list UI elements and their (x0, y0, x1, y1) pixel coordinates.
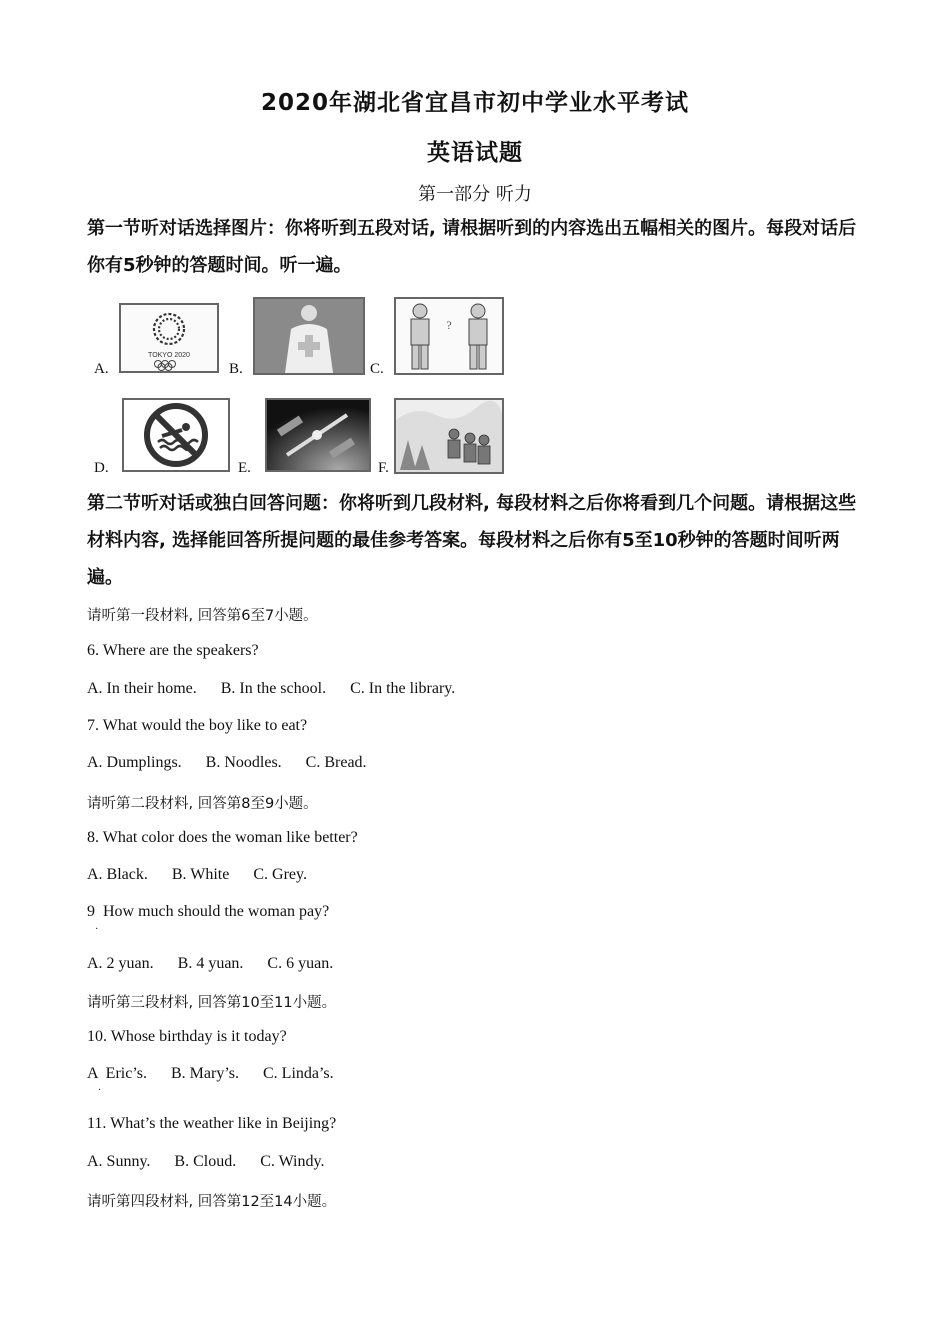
option-label-f: F. (378, 460, 389, 476)
question-8-options: A. Black. B. White C. Grey. (87, 866, 307, 883)
material-4-note: 请听第四段材料, 回答第12至14小题。 (87, 1194, 337, 1210)
part-heading: 第一部分 听力 (418, 184, 532, 205)
tokyo-2020-olympic-logo-icon (119, 303, 219, 373)
option-label-a: A. (94, 361, 109, 377)
tokyo-caption: TOKYO 2020 (148, 352, 190, 359)
question-11-options: A. Sunny. B. Cloud. C. Windy. (87, 1153, 325, 1170)
two-volunteers-icon (394, 297, 504, 375)
question-10-options: A Eric’s. B. Mary’s. C. Linda’s. (87, 1065, 334, 1082)
question-9-options: A. 2 yuan. B. 4 yuan. C. 6 yuan. (87, 955, 334, 972)
option-label-c: C. (370, 361, 384, 377)
doctor-red-cross-icon (253, 297, 365, 375)
option-label-d: D. (94, 460, 109, 476)
question-7-options: A. Dumplings. B. Noodles. C. Bread. (87, 754, 367, 771)
question-8: 8. What color does the woman like better? (87, 829, 358, 846)
option-label-b: B. (229, 361, 243, 377)
svg-text:?: ? (446, 318, 452, 332)
question-7: 7. What would the boy like to eat? (87, 717, 308, 734)
question-11: 11. What’s the weather like in Beijing? (87, 1115, 337, 1132)
material-2-note: 请听第二段材料, 回答第8至9小题。 (87, 796, 318, 812)
question-6: 6. Where are the speakers? (87, 642, 259, 659)
space-station-icon (265, 398, 371, 472)
section1-instructions: 第一节听对话选择图片：你将听到五段对话, 请根据听到的内容选出五幅相关的图片。每段对话后你有5秒钟的答题时间。听一遍。 (87, 218, 857, 276)
question-6-options: A. In their home. B. In the school. C. In the library. (87, 680, 456, 697)
question-9: 9 How much should the woman pay? (87, 903, 330, 920)
section2-instructions: 第二节听对话或独白回答问题：你将听到几段材料, 每段材料之后你将看到几个问题。请根据这些材料内容, 选择能回答所提问题的最佳参考答案。每段材料之后你有5至10秒钟的答题时间听两遍。 (87, 493, 857, 588)
people-at-scenic-spot-icon (394, 398, 504, 474)
exam-title: 2020年湖北省宜昌市初中学业水平考试 (260, 90, 689, 116)
material-1-note: 请听第一段材料, 回答第6至7小题。 (87, 608, 318, 624)
exam-subtitle: 英语试题 (427, 140, 523, 166)
question-10: 10. Whose birthday is it today? (87, 1028, 287, 1045)
stray-dot-2: · (98, 1085, 102, 1096)
material-3-note: 请听第三段材料, 回答第10至11小题。 (87, 995, 337, 1011)
no-swimming-sign-icon (122, 398, 230, 472)
stray-dot: · (95, 924, 99, 935)
option-label-e: E. (238, 460, 251, 476)
